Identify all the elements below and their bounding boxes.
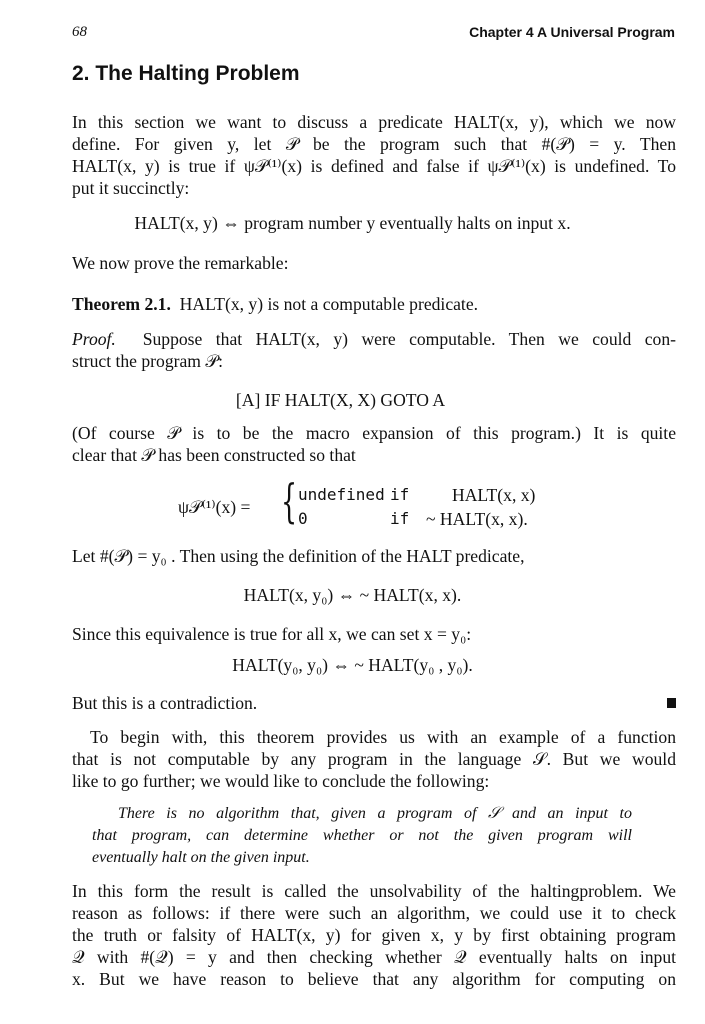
theorem-text: HALT(x, y) is not a computable predicate. [179, 294, 479, 314]
final-paragraph [72, 880, 676, 990]
left-brace-icon: { [281, 474, 298, 528]
text-line: In this form the result is called the unsolvability of the haltingproblem. We [72, 881, 676, 901]
text-line: In this section we want to discuss a predicate HALT(x, y), which we now [72, 112, 676, 132]
text-line: clear that 𝒫 has been constructed so that [72, 445, 356, 465]
case1-value: undefined [298, 485, 385, 504]
text-line: struct the program 𝒫: [72, 351, 223, 371]
case1-if: if [390, 485, 410, 504]
section-title: 2. The Halting Problem [72, 62, 300, 85]
italic-statement [92, 803, 632, 869]
begin-paragraph [72, 726, 676, 792]
text-line: To begin with, this theorem provides us with an example of a function [90, 727, 676, 747]
text-line: There is no algorithm that, given a program of 𝒮 and an input to [118, 805, 632, 822]
text-line: the truth or falsity of HALT(x, y) for given x, y by first obtaining program [72, 925, 676, 945]
proof-label: Proof. [72, 329, 116, 349]
program-line: [A] IF HALT(X, X) GOTO A [235, 390, 446, 410]
running-header: Chapter 4 A Universal Program [469, 24, 675, 40]
equivalence-1: HALT(x, y₀) ⇔ ~ HALT(x, x). [243, 585, 462, 605]
case2-value: 0 [298, 509, 308, 528]
text-line: reason as follows: if there were such an algorithm, we could use it to check [72, 903, 676, 923]
text-line: like to go further; we would like to conclude the following: [72, 771, 490, 791]
cases-lhs: ψ𝒫⁽¹⁾(x) = [178, 497, 251, 517]
text-line: (Of course 𝒫 is to be the macro expansion of this program.) It is quite [72, 423, 676, 443]
definition-display: HALT(x, y) ⇔ program number y eventually halts on input x. [134, 213, 571, 233]
macro-paragraph [72, 422, 676, 466]
equivalence-2: HALT(y₀, y₀) ⇔ ~ HALT(y₀ , y₀). [232, 655, 473, 675]
text-line: eventually halt on the given input. [92, 849, 310, 866]
proof-paragraph: Proof. Suppose that HALT(x, y) were computable. Then we could con- struct the program 𝒫: [72, 329, 676, 371]
text-line: that program, can determine whether or not the given program will [92, 827, 632, 844]
intro-paragraph [72, 111, 676, 199]
page-number: 68 [72, 24, 87, 40]
text-line: HALT(x, y) is true if ψ𝒫⁽¹⁾(x) is defined and false if ψ𝒫⁽¹⁾(x) is undefined. To [72, 156, 676, 176]
text-line: that is not computable by any program in the language 𝒮. But we would [72, 749, 676, 769]
text-line: put it succinctly: [72, 178, 190, 198]
qed-square-icon [667, 698, 676, 708]
contradiction-line: But this is a contradiction. [72, 693, 258, 713]
text-line: x. But we have reason to believe that any algorithm for computing on [72, 969, 676, 989]
case2-condition: ~ HALT(x, x). [426, 509, 528, 529]
remark-line: We now prove the remarkable: [72, 253, 289, 273]
text-line: define. For given y, let 𝒫 be the program such that #(𝒫) = y. Then [72, 134, 676, 154]
theorem-label: Theorem 2.1. [72, 294, 171, 314]
case1-condition: HALT(x, x) [452, 485, 536, 505]
let-line: Let #(𝒫) = y₀ . Then using the definition of the HALT predicate, [72, 546, 525, 566]
theorem [72, 293, 676, 315]
text-line: 𝒬 with #(𝒬) = y and then checking whether 𝒬 eventually halts on input [72, 947, 676, 967]
since-line: Since this equivalence is true for all x, we can set x = y₀: [72, 624, 472, 644]
case2-if: if [390, 509, 410, 528]
